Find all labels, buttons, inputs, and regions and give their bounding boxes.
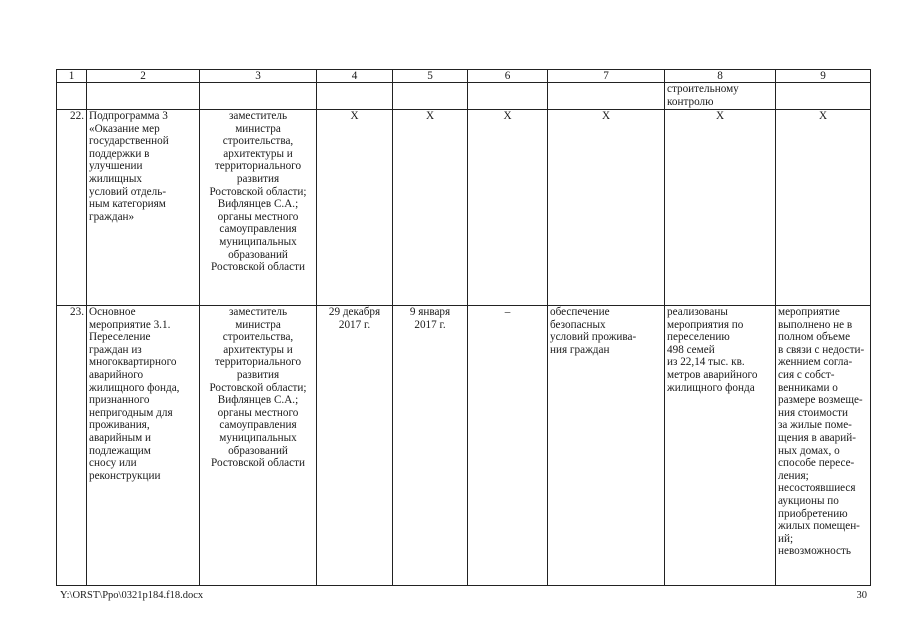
- row-number: 22.: [57, 110, 87, 306]
- row-executor: заместитель министра строительства, архитектуры и территориального развития Ростовской области; Вифлянцев С.А.; органы местного самоуправления муниципальных образований Ростовской области: [200, 306, 317, 586]
- cell-col5: X: [393, 110, 468, 306]
- cell-col4: X: [317, 110, 393, 306]
- cell-col6: X: [468, 110, 548, 306]
- footer-file-path: Y:\ORST\Ppo\0321p184.f18.docx: [60, 590, 204, 601]
- cell: [468, 83, 548, 110]
- header-cell: 8: [665, 70, 776, 83]
- cell-col6: –: [468, 306, 548, 586]
- cell-col7: обеспечение безопасных условий прожива- ния граждан: [548, 306, 665, 586]
- header-cell: 7: [548, 70, 665, 83]
- cell-col8: реализованы мероприятия по переселению 498 семей из 22,14 тыс. кв. метров аварийного жилищного фонда: [665, 306, 776, 586]
- cell-col4: 29 декабря 2017 г.: [317, 306, 393, 586]
- table-row-22: [57, 110, 871, 306]
- footer-page-number: 30: [856, 590, 867, 601]
- cell-col7: X: [548, 110, 665, 306]
- row-name: Подпрограмма 3 «Оказание мер государственной поддержки в улучшении жилищных условий отдель- ным категориям граждан»: [87, 110, 200, 306]
- cell-col8: строительному контролю: [665, 83, 776, 110]
- cell-col9: мероприятие выполнено не в полном объеме в связи с недости- женнием согла- сия с собст- венниками о размере возмеще- ния стоимости за жилые поме- щения в аварий- ных домах, о способе пересе- ления; несостоявшиеся аукционы по приобретению жилых помещен- ий; невозможность: [776, 306, 871, 586]
- cell: [57, 83, 87, 110]
- table-row-23: [57, 306, 871, 586]
- header-cell: 4: [317, 70, 393, 83]
- cell-col8: X: [665, 110, 776, 306]
- row-name: Основное мероприятие 3.1. Переселение граждан из многоквартирного аварийного жилищного фонда, признанного непригодным для проживания, аварийным и подлежащим сносу или реконструкции: [87, 306, 200, 586]
- continuation-row: [57, 83, 871, 110]
- header-cell: 6: [468, 70, 548, 83]
- cell: [393, 83, 468, 110]
- cell-col5: 9 января 2017 г.: [393, 306, 468, 586]
- cell: [200, 83, 317, 110]
- header-cell: 2: [87, 70, 200, 83]
- cell-col9: X: [776, 110, 871, 306]
- header-cell: 1: [57, 70, 87, 83]
- cell: [776, 83, 871, 110]
- cell: [87, 83, 200, 110]
- cell: [548, 83, 665, 110]
- header-cell: 3: [200, 70, 317, 83]
- cell: [317, 83, 393, 110]
- header-cell: 9: [776, 70, 871, 83]
- header-cell: 5: [393, 70, 468, 83]
- row-number: 23.: [57, 306, 87, 586]
- row-executor: заместитель министра строительства, архитектуры и территориального развития Ростовской области; Вифлянцев С.А.; органы местного самоуправления муниципальных образований Ростовской области: [200, 110, 317, 306]
- report-table: [56, 69, 871, 586]
- header-row: [57, 70, 871, 83]
